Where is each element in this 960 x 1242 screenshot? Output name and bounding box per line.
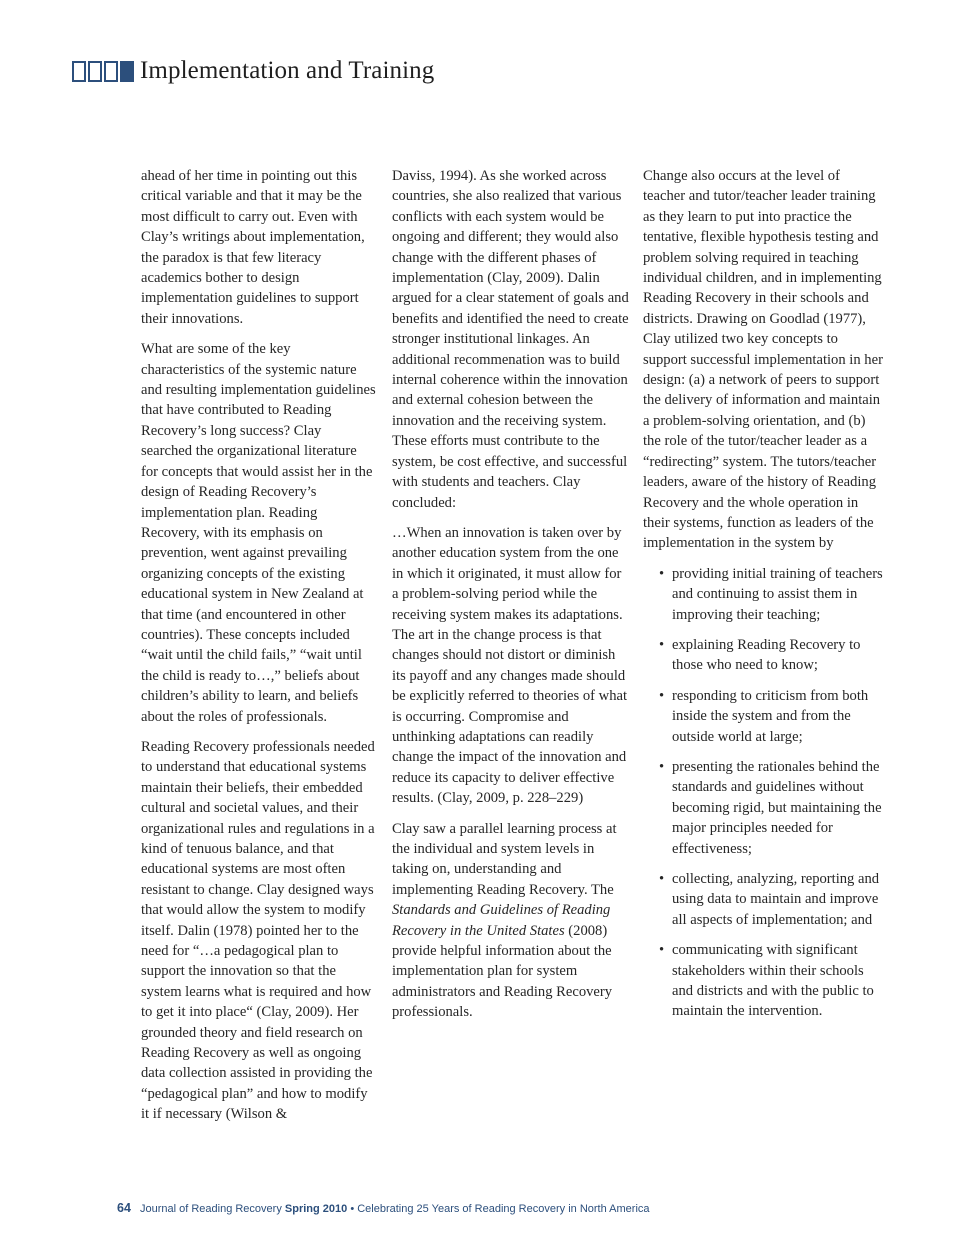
footer-tagline: Celebrating 25 Years of Reading Recovery in North America bbox=[357, 1203, 650, 1215]
header-boxes-icon bbox=[72, 61, 134, 82]
bullet-icon: • bbox=[659, 758, 665, 775]
text-column-3 bbox=[643, 166, 883, 1032]
page-footer bbox=[117, 1201, 650, 1215]
footer-separator: • bbox=[350, 1203, 355, 1215]
text-column-2 bbox=[392, 166, 630, 1033]
header-box-outline bbox=[104, 61, 118, 82]
list-item-text: presenting the rationales behind the standards and guidelines without becoming rigid, but maintaining the major principles needed for effectiveness; bbox=[672, 758, 882, 857]
paragraph bbox=[392, 819, 630, 1023]
page-number: 64 bbox=[117, 1201, 131, 1215]
paragraph: What are some of the key characteristics of the systemic nature and resulting implementation guidelines that have contributed to Reading Recovery’s long success? Clay searched the organizational literature for concepts that would assist her in the design of Reading Recovery’s implementation plan. Reading Recovery, with its emphasis on prevention, went against prevailing organizing concepts of the existing educational system in New Zealand at that time (and encountered in other countries). These concepts included “wait until the child fails,” “wait until the child is ready to…,” beliefs about children’s ability to learn, and beliefs about the roles of professionals. bbox=[141, 341, 376, 725]
issue-label: Spring 2010 bbox=[284, 1203, 348, 1215]
paragraph: Change also occurs at the level of teacher and tutor/teacher leader training as they learn to put into practice the tentative, flexible hypothesis testing and problem solving required in teaching individual children, and in implementing Reading Recovery in their schools and districts. Drawing on Goodlad (1977), Clay utilized two key concepts to support successful implementation in her design: (a) a network of peers to support the delivery of information and maintain a problem-solving orientation, and (b) the role of the tutor/teacher leader as a “redirecting” system. The tutors/teacher leaders, aware of the history of Reading Recovery and the whole operation in their systems, function as leaders of the implementation in the system by bbox=[643, 168, 883, 552]
list-item bbox=[659, 940, 883, 1022]
list-item-text: explaining Reading Recovery to those who need to know; bbox=[672, 636, 861, 674]
paragraph-text: Clay saw a parallel learning process at the individual and system levels in taking on, understanding and implementing Reading Recovery. The bbox=[392, 820, 617, 898]
bullet-list bbox=[643, 564, 883, 1022]
text-column-1 bbox=[141, 166, 376, 1135]
header-box-outline bbox=[88, 61, 102, 82]
paragraph-text: (2008) provide helpful information about the implementation plan for system administrators and Reading Recovery professionals. bbox=[392, 922, 613, 1021]
journal-name: Journal of Reading Recovery bbox=[139, 1203, 282, 1215]
list-item-text: communicating with significant stakeholders within their schools and districts and with the public to maintain the intervention. bbox=[672, 942, 874, 1020]
list-item bbox=[659, 564, 883, 625]
list-item bbox=[659, 635, 883, 676]
list-item bbox=[659, 869, 883, 930]
list-item-text: collecting, analyzing, reporting and using data to maintain and improve all aspects of implementation; and bbox=[672, 871, 880, 928]
bullet-icon: • bbox=[659, 942, 665, 959]
list-item-text: responding to criticism from both inside the system and from the outside world at large; bbox=[672, 687, 869, 745]
paragraph: ahead of her time in pointing out this critical variable and that it may be the most difficult to carry out. Even with Clay’s writings about implementation, the paradox is that few literacy academics bother to design implementation guidelines to support their innovations. bbox=[141, 168, 365, 327]
paragraph: Daviss, 1994). As she worked across countries, she also realized that various conflicts with each system would be ongoing and different; they would also change with the different phases of implementation (Clay, 2009). Dalin argued for a clear statement of goals and benefits and identified the need to create stronger institutional linkages. An additional recommenation was to build internal coherence within the innovation and external cohesion between the innovation and the receiving system. These efforts must contribute to the system, be cost effective, and successful with students and teachers. Clay concluded: bbox=[392, 168, 629, 511]
header-box-filled bbox=[120, 61, 134, 82]
paragraph: Reading Recovery professionals needed to understand that educational systems maintain their beliefs, their embedded cultural and societal values, and their organizational rules and regulations in a kind of tenuous balance, and that educational systems are most often resistant to change. Clay designed ways that would allow the system to modify itself. Dalin (1978) pointed her to the need for “…a pedagogical plan to support the innovation so that the system learns what is required and how to get it into place“ (Clay, 2009). Her grounded theory and field research on Reading Recovery as well as ongoing data collection assisted in providing the “pedagogical plan” and how to modify it if necessary (Wilson & bbox=[141, 738, 375, 1123]
publication-title: Standards and Guidelines of Reading Recovery in the United States bbox=[392, 902, 611, 939]
page-header bbox=[72, 54, 434, 88]
list-item bbox=[659, 757, 883, 859]
block-quote: …When an innovation is taken over by another education system from the one in which it originated, it must allow for a problem-solving period while the receiving system makes its adaptations. The art in the change process is that changes should not distort or diminish its payoff and any changes made should be explicitly referred to theories of what is occurring. Compromise and unthinking adaptations can readily change the impact of the innovation and reduce its capacity to deliver effective results. (Clay, 2009, p. 228–229) bbox=[392, 524, 628, 807]
bullet-icon: • bbox=[659, 687, 665, 704]
bullet-icon: • bbox=[659, 871, 665, 887]
header-box-outline bbox=[72, 61, 86, 82]
list-item bbox=[659, 686, 883, 747]
bullet-icon: • bbox=[659, 636, 665, 653]
section-title: Implementation and Training bbox=[140, 57, 435, 84]
list-item-text: providing initial training of teachers and continuing to assist them in improving their teaching; bbox=[672, 565, 883, 623]
bullet-icon: • bbox=[659, 565, 665, 582]
